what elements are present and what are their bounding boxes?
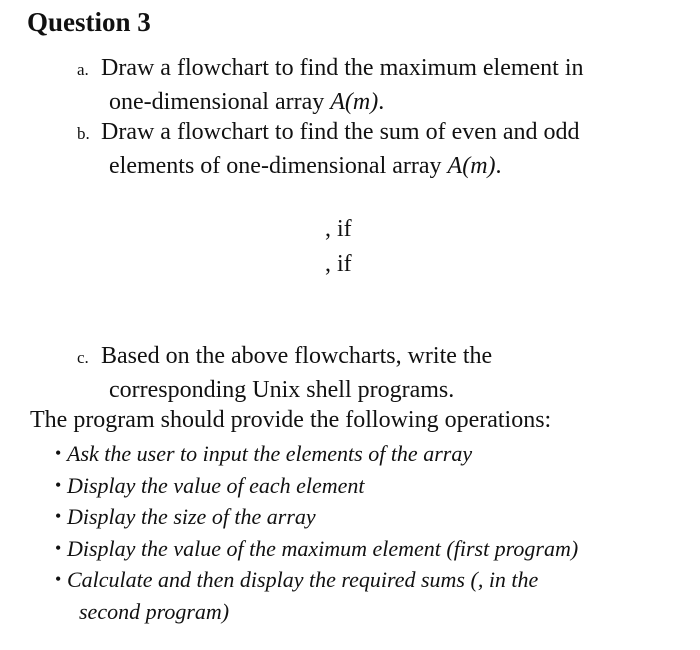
item-a-line1: Draw a flowchart to find the maximum element in <box>101 55 584 81</box>
item-b-array-math: A(m) <box>447 153 496 179</box>
program-intro: The program should provide the following operations: <box>30 407 552 433</box>
list-item <box>55 533 578 565</box>
item-c-line1: Based on the above flowcharts, write the <box>101 343 493 369</box>
bullet-icon: • <box>55 474 62 495</box>
item-b-line1: Draw a flowchart to find the sum of even and odd <box>101 119 580 145</box>
list-item <box>55 470 578 502</box>
bullet-icon: • <box>55 506 62 526</box>
list-item-text: Ask the user to input the elements of the array <box>67 441 473 466</box>
item-a-line2 <box>77 86 584 118</box>
item-c-line2: corresponding Unix shell programs. <box>109 377 455 403</box>
operations-list <box>55 438 578 627</box>
question-title: Question 3 <box>27 7 151 37</box>
list-item <box>55 501 578 533</box>
list-item-continuation: second program) <box>79 598 230 624</box>
item-c <box>77 340 492 406</box>
item-a-array-math: A(m) <box>330 89 379 115</box>
item-b-line2-prefix: elements of one-dimensional array <box>109 153 448 179</box>
item-b <box>77 116 580 182</box>
item-a-line2-prefix: one-dimensional array <box>109 89 331 115</box>
item-a-line2-suffix: . <box>378 89 385 115</box>
list-item-text: Display the value of the maximum element (first program) <box>67 535 579 561</box>
list-item-text: Calculate and then display the required sums (, in the <box>67 567 539 592</box>
item-b-line2-suffix: . <box>495 153 502 179</box>
bullet-icon: • <box>55 537 62 558</box>
list-item <box>55 564 578 627</box>
item-c-marker: c. <box>77 348 89 367</box>
item-a <box>77 52 584 118</box>
list-item <box>55 438 578 470</box>
item-b-marker: b. <box>77 124 90 143</box>
list-item-text: Display the size of the array <box>67 504 316 529</box>
item-a-marker: a. <box>77 60 89 79</box>
list-item-text: Display the value of each element <box>67 472 365 498</box>
item-b-line2 <box>77 150 580 182</box>
case-row: , if <box>325 251 352 277</box>
bullet-icon: • <box>55 443 62 463</box>
case-row: , if <box>325 216 352 242</box>
cases-block <box>325 212 352 282</box>
bullet-icon: • <box>55 569 62 589</box>
